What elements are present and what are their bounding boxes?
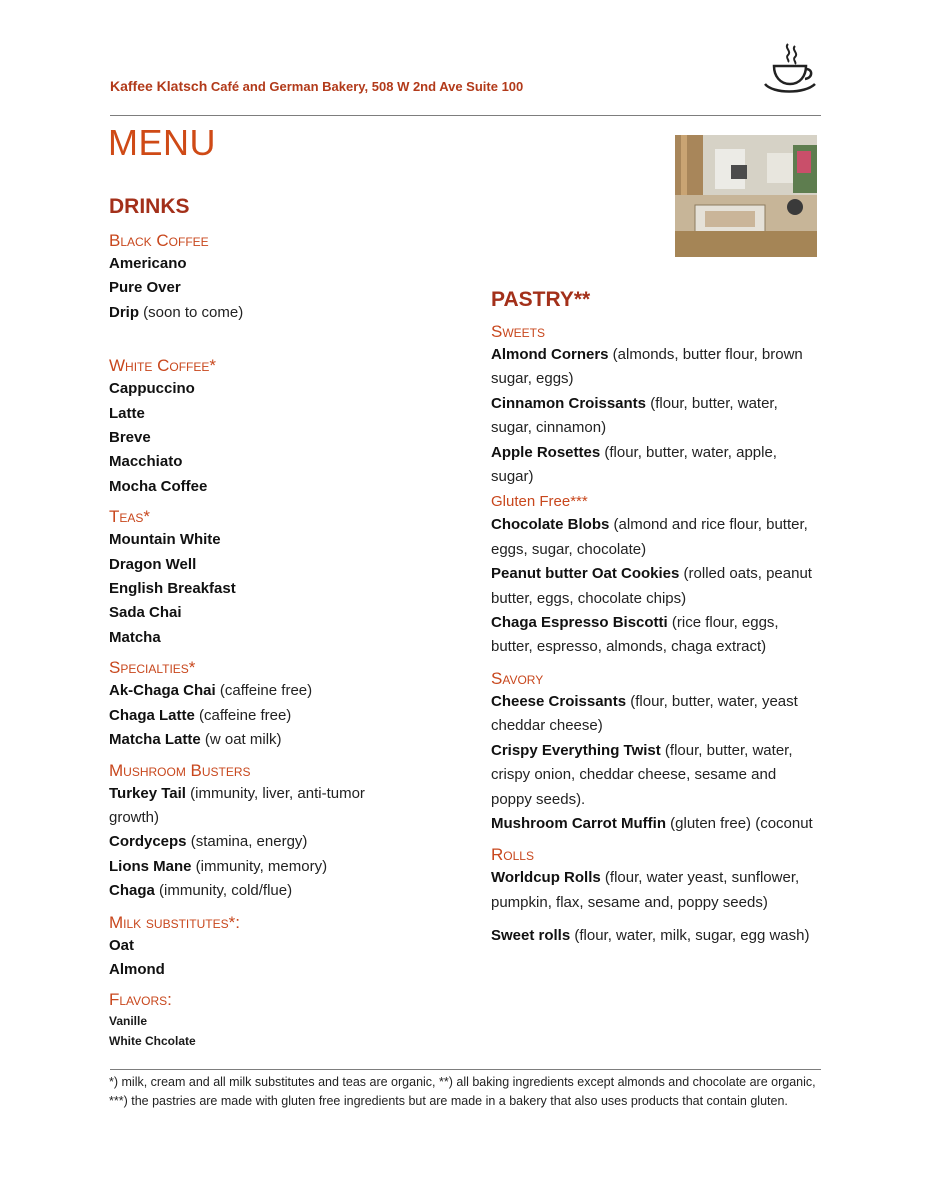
list-item: Chaga Espresso Biscotti (rice flour, eggs, butter, espresso, almonds, chaga extract) (491, 614, 779, 656)
list-item: Chaga Latte (caffeine free) (109, 706, 292, 724)
list-item: Almond Corners (almonds, butter flour, brown sugar, eggs) (491, 346, 803, 388)
list-item: Breve (109, 429, 151, 447)
list-item: Drip (soon to come) (109, 303, 244, 321)
list-item: Americano (109, 255, 187, 272)
list-item: Turkey Tail (immunity, liver, anti-tumor growth) (109, 784, 365, 826)
drinks-heading: DRINKS (109, 195, 190, 218)
list-item: Cinnamon Croissants (flour, butter, water, sugar, cinnamon) (491, 394, 778, 437)
list-item: Crispy Everything Twist (flour, butter, water, crispy onion, cheddar cheese, sesame and poppy seeds). (491, 741, 793, 808)
list-item: Macchiato (109, 453, 183, 471)
list-item: White Chcolate (109, 1034, 196, 1049)
footer-divider (110, 1069, 821, 1070)
list-item: Dragon Well (109, 555, 197, 573)
list-item: Ak-Chaga Chai (caffeine free) (109, 682, 313, 700)
list-item: Sweet rolls (flour, water, milk, sugar, egg wash) (491, 927, 810, 945)
rolls-heading: Rolls (491, 845, 534, 865)
black-coffee-heading: Black Coffee (109, 231, 209, 250)
flavors-heading: Flavors: (109, 990, 172, 1010)
list-item: Oat (109, 936, 135, 954)
list-item: Lions Mane (immunity, memory) (109, 857, 328, 875)
list-item: Vanille (109, 1014, 148, 1029)
list-item: Cordyceps (stamina, energy) (109, 833, 308, 851)
sweets-heading: Sweets (491, 322, 546, 341)
list-item: Apple Rosettes (flour, butter, water, apple, sugar) (491, 443, 777, 486)
cafe-interior-photo (675, 135, 817, 257)
list-item: Chocolate Blobs (almond and rice flour, butter, eggs, sugar, chocolate) (491, 516, 808, 558)
list-item: Chaga (immunity, cold/flue) (109, 882, 293, 900)
list-item: Cappuccino (109, 380, 195, 398)
pastry-column (491, 285, 821, 949)
page-title: MENU (108, 122, 216, 163)
header-address: Café and German Bakery, 508 W 2nd Ave Suite 100 (210, 79, 524, 94)
list-item: Peanut butter Oat Cookies (rolled oats, peanut butter, eggs, chocolate chips) (491, 565, 812, 607)
coffee-cup-icon (760, 40, 818, 98)
header (110, 78, 523, 94)
specialties-heading: Specialties* (109, 658, 196, 678)
list-item: Latte (109, 404, 145, 422)
list-item: Mountain White (109, 531, 221, 549)
list-item: Matcha (109, 628, 161, 646)
list-item: English Breakfast (109, 580, 236, 598)
savory-heading: Savory (491, 668, 544, 688)
white-coffee-heading: White Coffee* (109, 356, 216, 376)
brand-name: Kaffee Klatsch (110, 78, 208, 94)
list-item: Matcha Latte (w oat milk) (109, 731, 282, 749)
gluten-free-heading: Gluten Free*** (491, 493, 588, 511)
pastry-heading: PASTRY** (491, 288, 591, 311)
list-item: Worldcup Rolls (flour, water yeast, sunflower, pumpkin, flax, sesame and, poppy seeds) (491, 869, 800, 911)
list-item: Cheese Croissants (flour, butter, water, yeast cheddar cheese) (491, 692, 798, 735)
footnote: *) milk, cream and all milk substitutes and teas are organic, **) all baking ingredients except almonds and chocolate are organic, ***) the pastries are made with gluten free ingredients but are made in a bakery that also uses products that contain gluten. (109, 1075, 816, 1108)
list-item: Mocha Coffee (109, 477, 208, 495)
milk-substitutes-heading: Milk substitutes*: (109, 912, 240, 932)
list-item: Almond (109, 960, 165, 978)
mushroom-busters-heading: Mushroom Busters (109, 760, 251, 780)
list-item: Pure Over (109, 279, 181, 297)
teas-heading: Teas* (109, 507, 151, 527)
header-divider (110, 115, 821, 116)
drinks-column (109, 192, 449, 1051)
list-item: Mushroom Carrot Muffin (gluten free) (coconut (491, 814, 813, 832)
list-item: Sada Chai (109, 604, 182, 622)
